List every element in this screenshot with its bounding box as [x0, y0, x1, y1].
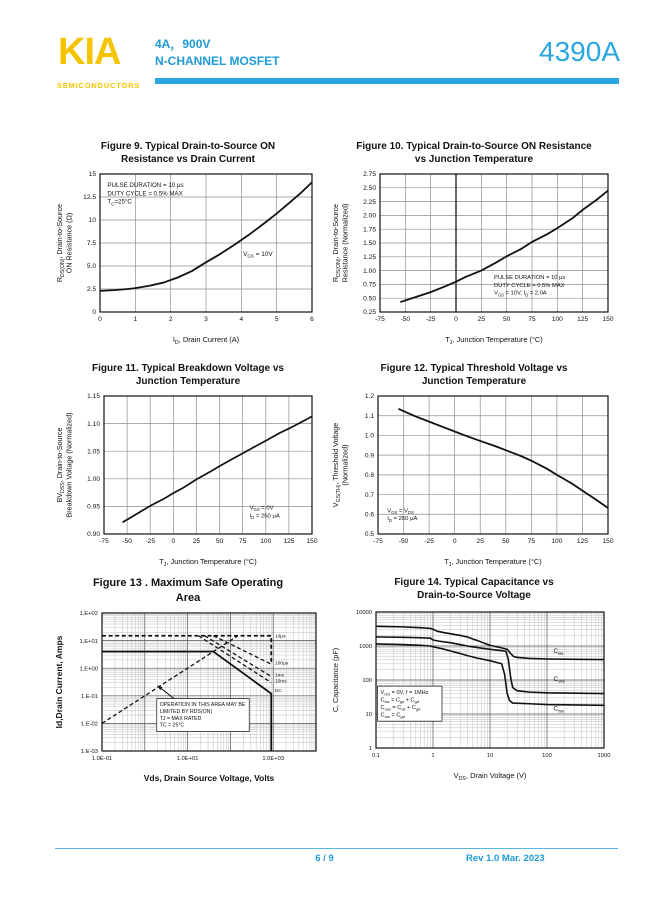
- svg-text:-75: -75: [99, 538, 109, 546]
- figure-14: [328, 576, 620, 782]
- svg-text:0.1: 0.1: [371, 753, 381, 760]
- svg-text:VGS(TH), Threshold Voltage: $V_{GS(TH)}$, Threshold Voltage: [331, 423, 343, 508]
- figure-11-title: [52, 362, 324, 388]
- figure-9-title-line1: Figure 9. Typical Drain-to-Source ON: [100, 141, 276, 152]
- svg-text:Id,Drain Current, Amps: Id,Drain Current, Amps: [54, 635, 64, 729]
- svg-text:2: 2: [168, 316, 173, 324]
- svg-text:-75: -75: [375, 316, 385, 324]
- svg-text:50: 50: [215, 538, 224, 546]
- svg-text:1: 1: [431, 753, 435, 760]
- figure-10-title-line1: Figure 10. Typical Drain-to-Source ON Resistance: [356, 141, 592, 152]
- figure-12-title-line2: Junction Temperature: [421, 376, 527, 388]
- svg-text:125: 125: [577, 316, 589, 324]
- svg-text:LIMITED BY RDS(ON): LIMITED BY RDS(ON): [159, 708, 213, 715]
- footer-divider-line: [55, 848, 618, 849]
- svg-text:TJ, Junction Temperature (°C): $T_J$, Junction Temperature (°C): [445, 335, 543, 347]
- svg-text:TC = 25°C: TC = 25°C: [159, 722, 185, 729]
- svg-text:2.25: 2.25: [363, 199, 376, 207]
- product-type: N-CHANNEL MOSFET: [155, 53, 280, 68]
- svg-text:6: 6: [310, 316, 314, 324]
- svg-text:100: 100: [362, 678, 372, 685]
- svg-text:1.00: 1.00: [87, 476, 100, 484]
- svg-text:12.5: 12.5: [83, 194, 96, 202]
- svg-text:0.7: 0.7: [364, 492, 374, 500]
- svg-text:2.75: 2.75: [363, 171, 376, 179]
- svg-text:VGS = VDS: $V_{GS} = V_{DS}$: [387, 508, 414, 516]
- svg-text:10: 10: [486, 753, 494, 760]
- svg-text:1.E-03: 1.E-03: [80, 749, 98, 756]
- svg-text:ON Resistance (Ω): ON Resistance (Ω): [64, 213, 74, 274]
- svg-text:150: 150: [602, 538, 614, 546]
- svg-text:1000: 1000: [359, 644, 372, 651]
- page-number: 6 / 9: [315, 853, 334, 864]
- svg-text:1.E+01: 1.E+01: [79, 638, 98, 645]
- svg-text:VGS = 0V: $V_{GS} = 0V$: [249, 505, 274, 513]
- svg-text:VGS = 10V, ID = 2.0A: $V_{GS} = 10V$, $I_D = 2.0A$: [494, 291, 547, 298]
- svg-text:125: 125: [283, 538, 295, 546]
- svg-text:ID = 250 μA: $I_D = 250$ μA: [249, 513, 280, 521]
- figure-9-chart: [52, 168, 324, 346]
- svg-text:VGS = 10V: $V_{GS} = 10V$: [243, 251, 273, 260]
- figure-10-title: [328, 140, 620, 166]
- figure-9-title: [52, 140, 324, 166]
- svg-text:15: 15: [88, 171, 96, 179]
- figure-14-title: [328, 576, 620, 602]
- svg-text:0: 0: [92, 309, 96, 317]
- svg-text:0: 0: [452, 538, 457, 546]
- svg-text:25: 25: [476, 538, 484, 546]
- figure-11-title-line2: Junction Temperature: [135, 376, 241, 388]
- svg-text:1.0E+03: 1.0E+03: [262, 756, 285, 763]
- figure-10: [328, 140, 620, 346]
- svg-text:DC: DC: [274, 689, 282, 695]
- svg-text:1.E+00: 1.E+00: [79, 666, 98, 673]
- svg-text:TJ, Junction Temperature (°C): $T_J$, Junction Temperature (°C): [159, 557, 257, 569]
- svg-text:25: 25: [192, 538, 201, 546]
- svg-text:Ciss = Cgs + Cgd: $C_{iss} = C_{gs} + C_{gd}$: [380, 697, 420, 705]
- svg-text:-25: -25: [425, 316, 436, 324]
- svg-text:5: 5: [274, 316, 279, 324]
- svg-text:PULSE DURATION = 10 μs: PULSE DURATION = 10 μs: [107, 182, 184, 190]
- product-description: [155, 36, 279, 70]
- figure-14-title-line1: Figure 14. Typical Capacitance vs: [394, 577, 554, 588]
- svg-text:100: 100: [551, 316, 563, 324]
- svg-text:DUTY CYCLE = 0.5% MAX: DUTY CYCLE = 0.5% MAX: [107, 190, 183, 198]
- svg-text:VGS = 0V, f = 1MHz: $V_{GS} = 0V$, f = 1MHz: [380, 690, 429, 697]
- svg-text:100: 100: [542, 753, 552, 760]
- svg-text:1.E+02: 1.E+02: [79, 611, 98, 618]
- svg-text:1.E-01: 1.E-01: [80, 694, 98, 701]
- svg-text:4: 4: [239, 316, 244, 324]
- figure-9: [52, 140, 324, 346]
- svg-text:VDS, Drain Voltage (V): $V_{DS}$, Drain Voltage (V): [453, 771, 527, 783]
- svg-text:C, Capacitance (pF): C, Capacitance (pF): [331, 648, 340, 713]
- svg-text:7.5: 7.5: [86, 240, 96, 248]
- svg-text:Resistance (Normalized): Resistance (Normalized): [340, 204, 350, 283]
- svg-text:0.9: 0.9: [364, 452, 374, 460]
- svg-text:50: 50: [502, 316, 511, 324]
- svg-text:1ms: 1ms: [274, 673, 285, 679]
- svg-text:-50: -50: [122, 538, 132, 546]
- svg-text:1: 1: [368, 746, 372, 753]
- svg-text:DUTY CYCLE = 0.5% MAX: DUTY CYCLE = 0.5% MAX: [494, 283, 565, 290]
- svg-text:3: 3: [204, 316, 208, 324]
- svg-text:1: 1: [133, 316, 138, 324]
- svg-text:1.25: 1.25: [363, 254, 376, 262]
- svg-text:0.25: 0.25: [363, 309, 376, 317]
- svg-text:100μs: 100μs: [274, 661, 289, 667]
- svg-text:50: 50: [502, 538, 510, 546]
- revision-label: Rev 1.0 Mar. 2023: [466, 853, 545, 864]
- svg-text:1.15: 1.15: [87, 393, 100, 401]
- svg-text:1.E-02: 1.E-02: [80, 721, 98, 728]
- svg-text:0: 0: [171, 538, 176, 546]
- svg-text:Ciss: $C_{iss}$: [553, 648, 564, 657]
- svg-text:5.0: 5.0: [86, 263, 96, 271]
- svg-text:Crss: $C_{rss}$: [553, 706, 564, 714]
- svg-text:0.90: 0.90: [87, 531, 100, 539]
- svg-text:125: 125: [576, 538, 588, 546]
- svg-text:BVDSS, Drain-to-Source: $BV_{DSS}$, Drain-to-Source: [55, 427, 67, 503]
- figure-12: [328, 362, 620, 568]
- svg-text:Breakdown Voltage (Normalized): Breakdown Voltage (Normalized): [64, 412, 74, 518]
- svg-text:0: 0: [98, 316, 102, 324]
- svg-text:0: 0: [454, 316, 458, 324]
- svg-text:0.8: 0.8: [364, 472, 374, 480]
- figure-10-title-line2: vs Junction Temperature: [414, 154, 534, 166]
- svg-text:RDS(ON), Drain-to-Source: $R_{DS(ON)}$, Drain-to-Source: [331, 204, 343, 283]
- svg-text:(Normalized): (Normalized): [340, 444, 350, 486]
- svg-text:0.6: 0.6: [364, 511, 374, 519]
- svg-text:-50: -50: [398, 538, 409, 546]
- figure-11-chart: [52, 390, 324, 568]
- svg-text:RDS(ON), Drain-to-Source: $R_{DS(ON)}$, Drain-to-Source: [55, 204, 67, 283]
- svg-text:1.0E-01: 1.0E-01: [91, 756, 113, 763]
- figure-14-chart: [328, 604, 620, 782]
- svg-text:TJ, Junction Temperature (°C): $T_J$, Junction Temperature (°C): [444, 557, 542, 569]
- svg-text:0.5: 0.5: [364, 531, 374, 539]
- svg-text:10μs: 10μs: [274, 634, 286, 640]
- svg-text:2.50: 2.50: [363, 185, 376, 193]
- figure-13-title-line2: Area: [175, 591, 201, 604]
- figure-13-chart: [52, 607, 324, 785]
- svg-text:1.50: 1.50: [363, 240, 376, 248]
- svg-text:10: 10: [88, 217, 96, 225]
- svg-text:150: 150: [602, 316, 614, 324]
- svg-text:0.95: 0.95: [87, 503, 100, 511]
- svg-text:Crss = Cgd: $C_{rss} = C_{gd}$: [380, 712, 405, 720]
- svg-text:TC=25°C: $T_C=25^\circ C$: [107, 199, 132, 207]
- figure-9-title-line2: Resistance vs Drain Current: [121, 154, 255, 166]
- svg-text:-50: -50: [400, 316, 411, 324]
- kia-logo-subtext: SEMICONDUCTORS: [57, 81, 141, 90]
- svg-text:1.00: 1.00: [363, 268, 376, 276]
- svg-text:1000: 1000: [597, 753, 611, 760]
- svg-text:1.0: 1.0: [364, 433, 374, 441]
- svg-text:1.2: 1.2: [364, 393, 374, 401]
- figure-10-chart: [328, 168, 620, 346]
- figure-12-chart: [328, 390, 620, 568]
- svg-text:2.5: 2.5: [86, 286, 96, 294]
- svg-text:25: 25: [477, 316, 486, 324]
- svg-text:10ms: 10ms: [274, 679, 287, 685]
- figure-13: [52, 576, 324, 785]
- svg-text:100: 100: [551, 538, 563, 546]
- svg-text:0.50: 0.50: [363, 295, 376, 303]
- svg-text:75: 75: [527, 538, 536, 546]
- svg-text:1.10: 1.10: [87, 421, 100, 429]
- svg-text:-75: -75: [373, 538, 383, 546]
- svg-text:100: 100: [260, 538, 272, 546]
- svg-text:-25: -25: [424, 538, 434, 546]
- svg-text:1.0E+01: 1.0E+01: [176, 756, 199, 763]
- svg-text:Vds, Drain Source Voltage, Vol: Vds, Drain Source Voltage, Volts: [143, 773, 275, 784]
- svg-text:PULSE DURATION = 10 μs: PULSE DURATION = 10 μs: [494, 275, 566, 282]
- svg-text:Coss: $C_{oss}$: [553, 676, 565, 684]
- svg-text:TJ = MAX RATED: TJ = MAX RATED: [159, 715, 202, 722]
- svg-text:1.05: 1.05: [87, 448, 100, 456]
- svg-text:0.75: 0.75: [363, 281, 376, 289]
- figure-12-title: [328, 362, 620, 388]
- svg-text:150: 150: [306, 538, 318, 546]
- svg-text:2.00: 2.00: [363, 212, 376, 220]
- header-divider-bar: [155, 78, 619, 84]
- svg-text:10: 10: [365, 712, 372, 719]
- svg-text:75: 75: [528, 316, 536, 324]
- svg-text:75: 75: [238, 538, 247, 546]
- svg-text:1.75: 1.75: [363, 226, 376, 234]
- figure-12-title-line1: Figure 12. Typical Threshold Voltage vs: [380, 363, 568, 374]
- figure-13-title: [52, 576, 324, 605]
- svg-text:-25: -25: [145, 538, 155, 546]
- svg-text:ID = 250 μA: $I_D = 250$ μA: [387, 516, 418, 524]
- figure-14-title-line2: Drain-to-Source Voltage: [417, 590, 531, 602]
- part-number: 4390A: [539, 36, 620, 67]
- svg-text:1.1: 1.1: [364, 413, 374, 421]
- figure-11-title-line1: Figure 11. Typical Breakdown Voltage vs: [92, 363, 284, 374]
- svg-text:10000: 10000: [355, 610, 372, 617]
- product-rating: 4A，900V: [155, 37, 211, 51]
- svg-text:Coss = Cds + Cgd: $C_{oss} = C_{ds} + C_{gd}$: [380, 705, 421, 712]
- figure-11: [52, 362, 324, 568]
- svg-text:ID, Drain Current (A): $I_D$, Drain Current (A): [172, 335, 240, 347]
- svg-text:OPERATION IN THIS AREA MAY BE: OPERATION IN THIS AREA MAY BE: [159, 701, 246, 708]
- kia-logo: KIA: [58, 31, 121, 73]
- figure-13-title-line1: Figure 13 . Maximum Safe Operating: [92, 577, 284, 589]
